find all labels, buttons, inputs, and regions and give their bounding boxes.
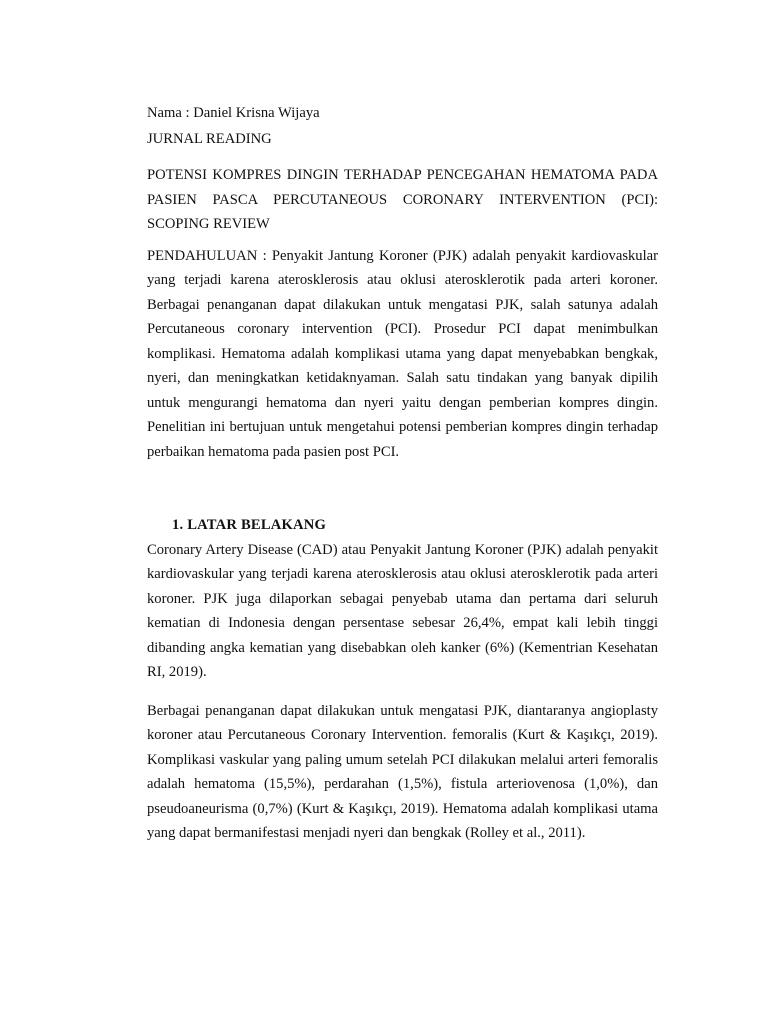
author-name-line: Nama : Daniel Krisna Wijaya (147, 105, 320, 121)
background-paragraph-1: Coronary Artery Disease (CAD) atau Penyakit Jantung Koroner (PJK) adalah penyakit kardiovaskular yang terjadi karena aterosklerosis atau oklusi aterosklerotik pada arteri koroner. PJK juga dilaporkan sebagai penyebab utama dan pertama dari seluruh kematian di Indonesia dengan persentase sebesar 26,4%, empat kali lebih tinggi dibanding angka kematian yang disebabkan oleh kanker (6%) (Kementrian Kesehatan RI, 2019). (147, 541, 658, 680)
journal-reading-label: JURNAL READING (147, 130, 272, 147)
section-heading-latar-belakang: 1. LATAR BELAKANG (172, 517, 327, 533)
document-content (147, 101, 658, 846)
article-title: POTENSI KOMPRES DINGIN TERHADAP PENCEGAHAN HEMATOMA PADA PASIEN PASCA PERCUTANEOUS CORONARY INTERVENTION (PCI): SCOPING REVIEW (147, 167, 658, 232)
background-paragraph-2: Berbagai penanganan dapat dilakukan untuk mengatasi PJK, diantaranya angioplasty koroner atau Percutaneous Coronary Intervention. femoralis (Kurt & Kaşıkçı, 2019). Komplikasi vaskular yang paling umum setelah PCI dilakukan melalui arteri femoralis adalah hematoma (15,5%), perdarahan (1,5%), fistula arteriovenosa (1,0%), dan pseudoaneurisma (0,7%) (Kurt & Kaşıkçı, 2019). Hematoma adalah komplikasi utama yang dapat bermanifestasi menjadi nyeri dan bengkak (Rolley et al., 2011). (147, 702, 658, 841)
introduction-paragraph: PENDAHULUAN : Penyakit Jantung Koroner (PJK) adalah penyakit kardiovaskular yang terjadi karena aterosklerosis atau oklusi aterosklerotik pada arteri koroner. Berbagai penanganan dapat dilakukan untuk mengatasi PJK, salah satunya adalah Percutaneous coronary intervention (PCI). Prosedur PCI dapat menimbulkan komplikasi. Hematoma adalah komplikasi utama yang dapat menyebabkan bengkak, nyeri, dan meningkatkan ketidaknyaman. Salah satu tindakan yang banyak dipilih untuk mengurangi hematoma dan nyeri yaitu dengan pemberian kompres dingin. Penelitian ini bertujuan untuk mengetahui potensi pemberian kompres dingin terhadap perbaikan hematoma pada pasien post PCI. (147, 247, 658, 460)
